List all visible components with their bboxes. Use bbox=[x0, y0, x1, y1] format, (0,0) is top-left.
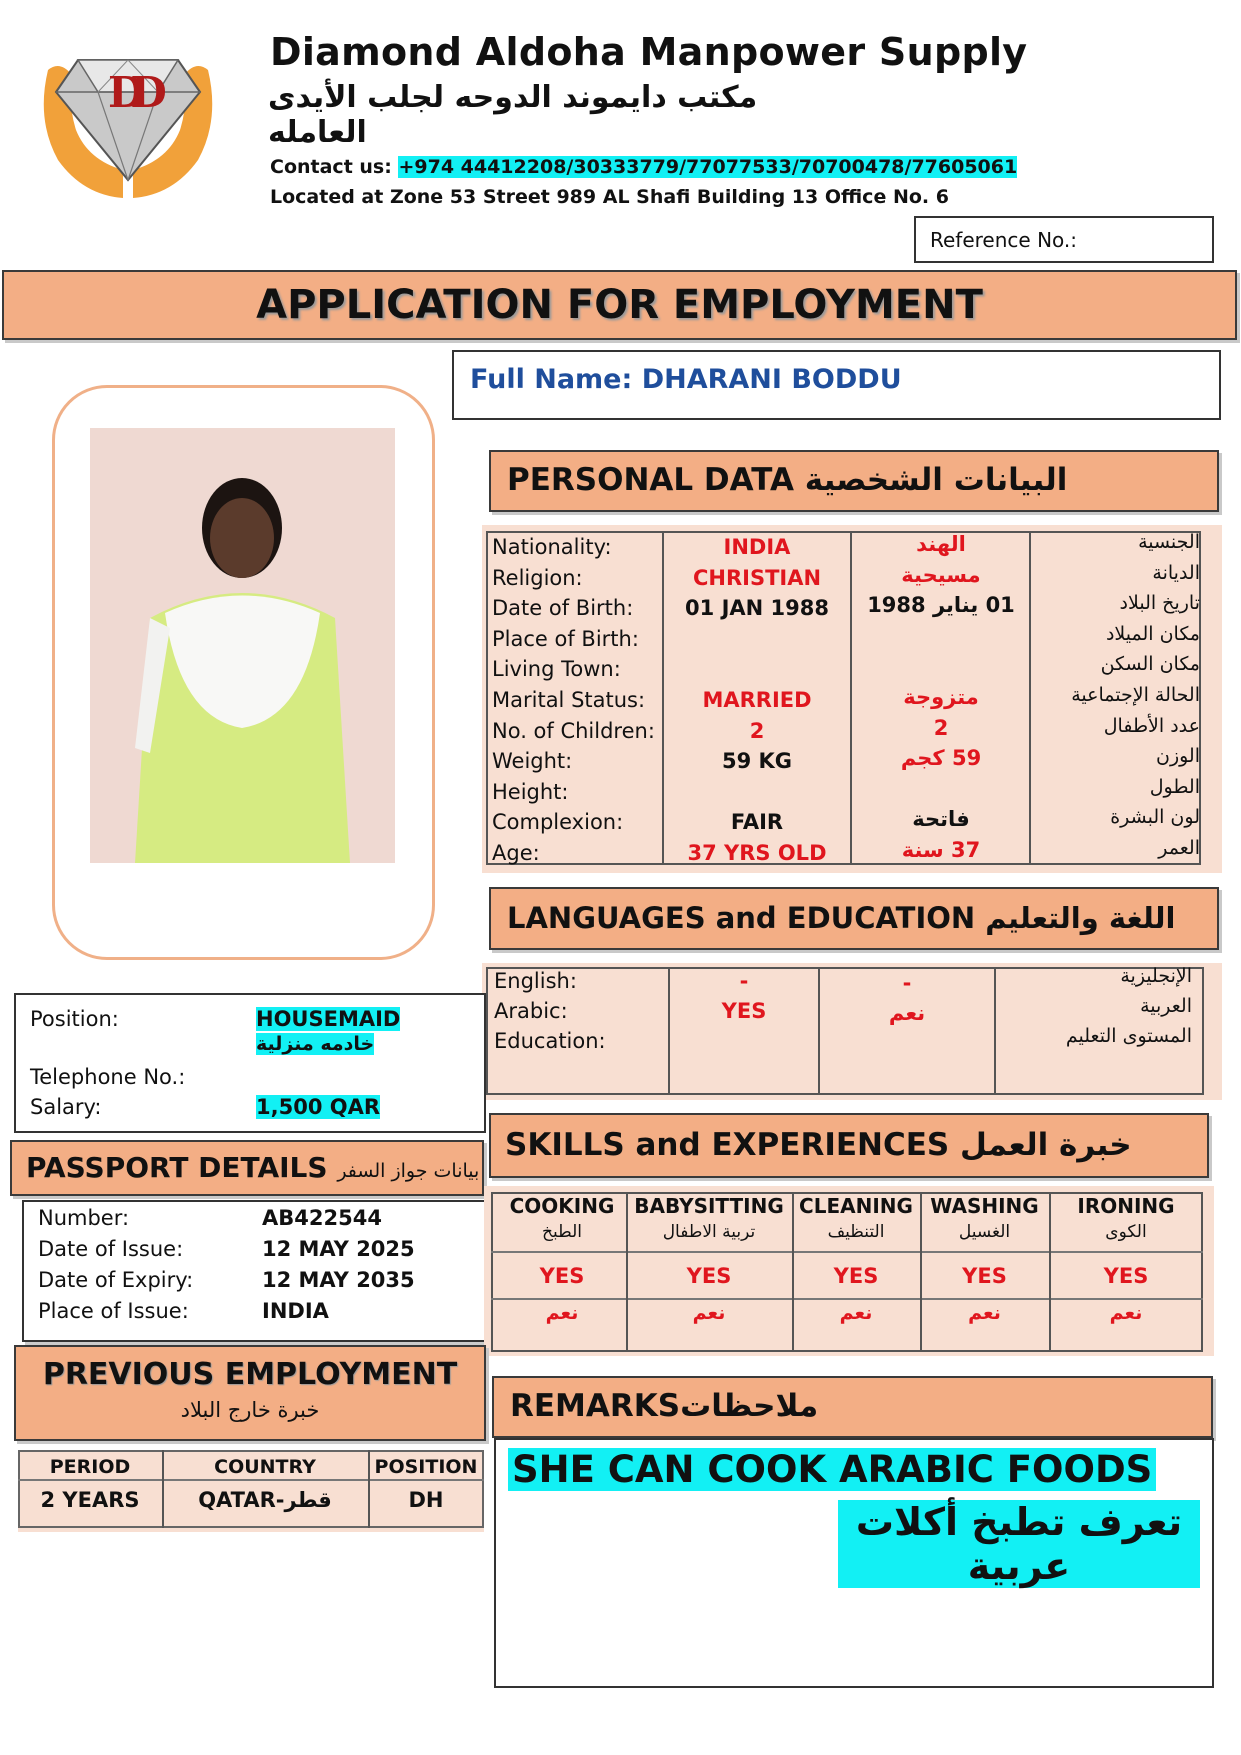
logo-letters: DD bbox=[108, 68, 153, 117]
personal-header-ar: البيانات الشخصية bbox=[804, 462, 1068, 498]
contact-numbers: +974 44412208/30333779/77077533/70700478/77605061 bbox=[398, 156, 1018, 178]
passport-value: 12 MAY 2025 bbox=[262, 1237, 415, 1261]
languages-header-ar: اللغة والتعليم bbox=[985, 901, 1176, 935]
skill-name-ar: الكوى bbox=[1105, 1222, 1147, 1242]
address-line: Located at Zone 53 Street 989 AL Shafi Building 13 Office No. 6 bbox=[270, 186, 949, 208]
skill-value: YES bbox=[962, 1264, 1007, 1288]
personal-value-ar: الهند bbox=[916, 532, 966, 556]
contact-line bbox=[270, 156, 1017, 178]
personal-label-ar: الطول bbox=[1149, 776, 1200, 798]
skill-value-ar: نعم bbox=[692, 1302, 726, 1324]
language-value: - bbox=[739, 969, 749, 993]
skill-name-ar: الطبخ bbox=[542, 1222, 582, 1242]
prev-col-country: COUNTRY bbox=[214, 1456, 316, 1478]
company-name-en: Diamond Aldoha Manpower Supply bbox=[270, 30, 1028, 74]
applicant-photo bbox=[90, 428, 395, 863]
personal-label: Age: bbox=[492, 841, 540, 865]
company-logo bbox=[28, 30, 228, 200]
passport-label: Date of Expiry: bbox=[38, 1268, 194, 1292]
personal-label-ar: لون البشرة bbox=[1110, 806, 1200, 828]
passport-header-ar: بيانات جواز السفر bbox=[337, 1160, 480, 1182]
prev-col-period: PERIOD bbox=[49, 1456, 131, 1478]
reference-box bbox=[914, 216, 1214, 263]
skills-header bbox=[489, 1113, 1209, 1178]
skill-name-ar: التنظيف bbox=[827, 1222, 885, 1242]
passport-value: 12 MAY 2035 bbox=[262, 1268, 415, 1292]
personal-value-ar: 37 سنة bbox=[901, 838, 981, 862]
personal-label: Date of Birth: bbox=[492, 596, 634, 620]
passport-label: Date of Issue: bbox=[38, 1237, 184, 1261]
personal-label: Marital Status: bbox=[492, 688, 646, 712]
passport-header-en: PASSPORT DETAILS bbox=[26, 1151, 328, 1184]
photo-frame bbox=[52, 385, 435, 960]
personal-label: Religion: bbox=[492, 566, 583, 590]
language-label-ar: الإنجليزية bbox=[1120, 965, 1192, 987]
skill-value: YES bbox=[539, 1264, 585, 1288]
previous-employment-header bbox=[14, 1345, 486, 1441]
remarks-text-en: SHE CAN COOK ARABIC FOODS bbox=[508, 1448, 1156, 1491]
reference-label: Reference No.: bbox=[930, 228, 1078, 252]
personal-label: Complexion: bbox=[492, 810, 624, 834]
personal-label-ar: مكان السكن bbox=[1100, 653, 1200, 675]
personal-label: Place of Birth: bbox=[492, 627, 639, 651]
position-box bbox=[14, 993, 486, 1133]
skills-header-ar: خبرة العمل bbox=[960, 1127, 1132, 1163]
personal-value-ar: 2 bbox=[933, 716, 949, 740]
personal-value-ar: 59 كجم bbox=[900, 746, 982, 770]
personal-value: 59 KG bbox=[721, 749, 793, 773]
company-name-ar: مكتب دايموند الدوحه لجلب الأيدى العامله bbox=[268, 80, 758, 150]
personal-value-ar: فاتحة bbox=[912, 807, 970, 831]
skill-name: BABYSITTING bbox=[634, 1194, 784, 1218]
personal-label: Weight: bbox=[492, 749, 573, 773]
remarks-header-text: REMARKSملاحظات bbox=[510, 1388, 819, 1424]
language-label: Education: bbox=[494, 1029, 606, 1053]
prev-row-position: DH bbox=[408, 1488, 444, 1512]
skill-value: YES bbox=[1103, 1264, 1149, 1288]
salary-value: 1,500 QAR bbox=[256, 1095, 381, 1119]
skill-value-ar: نعم bbox=[1109, 1302, 1143, 1324]
passport-header bbox=[10, 1140, 484, 1196]
personal-value: FAIR bbox=[730, 810, 784, 834]
passport-label: Place of Issue: bbox=[38, 1299, 189, 1323]
language-label-ar: العربية bbox=[1140, 995, 1192, 1017]
remarks-text-ar: تعرف تطبخ أكلات عربية bbox=[838, 1500, 1200, 1588]
position-value-ar: خادمه منزلية bbox=[256, 1033, 375, 1055]
personal-data-header bbox=[489, 450, 1219, 512]
passport-label: Number: bbox=[38, 1206, 130, 1230]
language-label: Arabic: bbox=[494, 999, 568, 1023]
language-value-ar: نعم bbox=[888, 1001, 926, 1025]
prev-col-position: POSITION bbox=[374, 1456, 478, 1478]
personal-label: Height: bbox=[492, 780, 569, 804]
skill-name: WASHING bbox=[930, 1194, 1039, 1218]
language-label-ar: المستوى التعليم bbox=[1065, 1025, 1192, 1047]
prev-row-country: QATAR-قطر bbox=[198, 1488, 332, 1512]
prev-row-period: 2 YEARS bbox=[40, 1488, 140, 1512]
personal-value: CHRISTIAN bbox=[692, 566, 822, 590]
skill-name-ar: الغسيل bbox=[958, 1222, 1011, 1242]
personal-label-ar: الحالة الإجتماعية bbox=[1071, 684, 1200, 706]
personal-label-ar: عدد الأطفال bbox=[1103, 715, 1200, 737]
personal-label-ar: مكان الميلاد bbox=[1105, 623, 1200, 645]
skill-name-ar: تربية الاطفال bbox=[662, 1222, 756, 1242]
position-label: Position: bbox=[30, 1007, 119, 1031]
skills-header-en: SKILLS and EXPERIENCES bbox=[505, 1127, 950, 1163]
language-label: English: bbox=[494, 969, 577, 993]
form-title-bar bbox=[2, 270, 1237, 340]
personal-label: Living Town: bbox=[492, 657, 621, 681]
full-name-label: Full Name: bbox=[470, 364, 633, 395]
skill-value-ar: نعم bbox=[545, 1302, 579, 1324]
personal-value: 01 JAN 1988 bbox=[685, 596, 829, 620]
languages-header-en: LANGUAGES and EDUCATION bbox=[507, 901, 976, 935]
passport-value: INDIA bbox=[262, 1299, 329, 1323]
personal-label-ar: العمر bbox=[1158, 837, 1200, 859]
language-value: YES bbox=[721, 999, 767, 1023]
telephone-label: Telephone No.: bbox=[30, 1065, 186, 1089]
full-name-value: DHARANI BODDU bbox=[641, 364, 902, 395]
salary-label: Salary: bbox=[30, 1095, 102, 1119]
previous-header-en: PREVIOUS EMPLOYMENT bbox=[42, 1357, 458, 1392]
personal-value-ar: 01 يناير 1988 bbox=[867, 593, 1015, 617]
position-value: HOUSEMAID bbox=[256, 1007, 401, 1031]
skill-name: COOKING bbox=[509, 1194, 615, 1218]
skill-name: CLEANING bbox=[799, 1194, 913, 1218]
personal-label-ar: الجنسية bbox=[1138, 531, 1200, 553]
language-value-ar: - bbox=[902, 971, 912, 995]
remarks-header bbox=[492, 1376, 1213, 1438]
personal-label-ar: تاريخ البلاد bbox=[1119, 592, 1200, 614]
personal-label-ar: الوزن bbox=[1155, 745, 1200, 767]
personal-header-en: PERSONAL DATA bbox=[507, 462, 794, 498]
personal-value-ar: متزوجة bbox=[903, 685, 979, 709]
skill-value: YES bbox=[833, 1264, 879, 1288]
personal-value: INDIA bbox=[723, 535, 791, 559]
contact-label: Contact us: bbox=[270, 156, 392, 178]
form-title: APPLICATION FOR EMPLOYMENT bbox=[256, 282, 983, 328]
personal-value-ar: مسيحية bbox=[901, 563, 981, 587]
skill-value-ar: نعم bbox=[968, 1302, 1001, 1324]
personal-value: MARRIED bbox=[702, 688, 812, 712]
passport-value: AB422544 bbox=[262, 1206, 382, 1230]
personal-label: Nationality: bbox=[492, 535, 612, 559]
personal-label: No. of Children: bbox=[492, 719, 655, 743]
skill-name: IRONING bbox=[1077, 1194, 1175, 1218]
personal-value: 2 bbox=[749, 719, 765, 743]
skill-value: YES bbox=[686, 1264, 732, 1288]
full-name-box bbox=[452, 350, 1221, 420]
personal-label-ar: الديانة bbox=[1152, 562, 1200, 584]
languages-header bbox=[489, 887, 1219, 950]
personal-value: 37 YRS OLD bbox=[687, 841, 827, 865]
previous-header-ar: خبرة خارج البلاد bbox=[180, 1398, 320, 1422]
skill-value-ar: نعم bbox=[839, 1302, 873, 1324]
